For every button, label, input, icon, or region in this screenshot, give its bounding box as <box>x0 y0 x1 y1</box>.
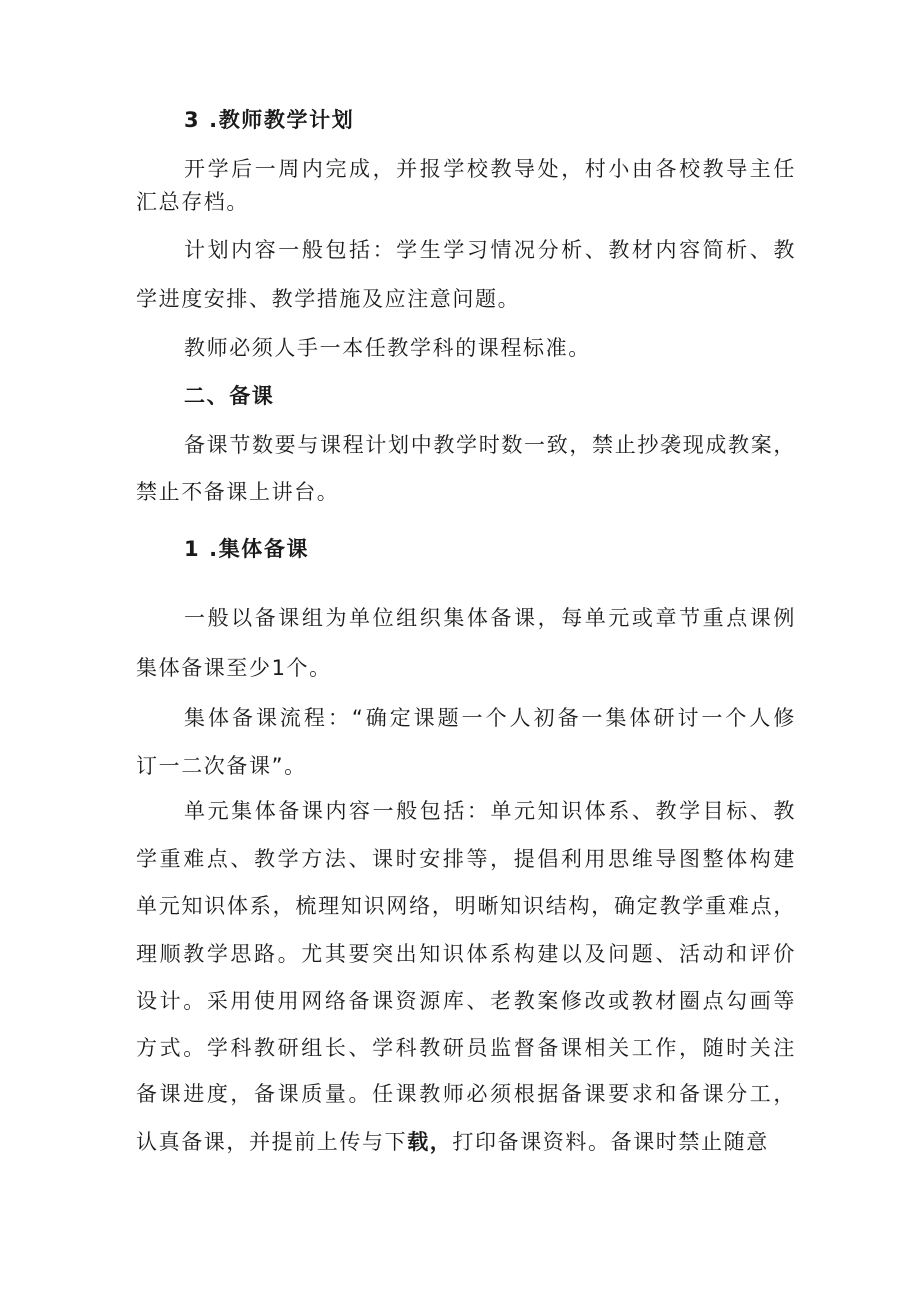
section-heading-2: 二、备课 <box>184 384 275 408</box>
paragraph-line: 订一二次备课”。 <box>136 754 307 778</box>
paragraph-line: 汇总存档。 <box>136 190 249 214</box>
paragraph-line: 学重难点、教学方法、课时安排等，提倡利用思维导图整体构建 <box>136 847 796 871</box>
paragraph-line: 集体备课至少1个。 <box>136 656 332 680</box>
paragraph-line: 备课进度，备课质量。任课教师必须根据备课要求和备课分工， <box>136 1082 796 1106</box>
paragraph-line: 单元集体备课内容一般包括：单元知识体系、教学目标、教 <box>184 799 796 823</box>
paragraph-line: 备课节数要与课程计划中教学时数一致，禁止抄袭现成教案， <box>184 433 796 457</box>
paragraph-line-mixed <box>136 1128 796 1156</box>
paragraph-line: 禁止不备课上讲台。 <box>136 480 340 504</box>
paragraph-line: 开学后一周内完成，并报学校教导处，村小由各校教导主任 <box>184 157 796 181</box>
paragraph-line: 单元知识体系，梳理知识网络，明晰知识结构，确定教学重难点， <box>136 894 796 918</box>
paragraph-line: 集体备课流程：“确定课题一个人初备一集体研讨一个人修 <box>184 706 796 730</box>
paragraph-line: 教师必须人手一本任教学科的课程标准。 <box>184 336 591 360</box>
section-heading-2-1: 1 .集体备课 <box>184 537 310 561</box>
paragraph-line: 计划内容一般包括：学生学习情况分析、教材内容简析、教 <box>184 238 796 262</box>
section-heading-3: 3 .教师教学计划 <box>184 108 355 132</box>
text-run: 打印备课资料。备课时禁止随意 <box>452 1130 769 1154</box>
paragraph-line: 理顺教学思路。尤其要突出知识体系构建以及问题、活动和评价 <box>136 942 796 966</box>
paragraph-line: 一般以备课组为单位组织集体备课，每单元或章节重点课例 <box>184 606 796 630</box>
paragraph-line: 学进度安排、教学措施及应注意问题。 <box>136 287 521 311</box>
text-run: 认真备课，并提前上传与下 <box>136 1130 408 1154</box>
bold-text-run: 载， <box>407 1130 453 1154</box>
paragraph-line: 设计。采用使用网络备课资源库、老教案修改或教材圈点勾画等 <box>136 989 796 1013</box>
paragraph-line: 方式。学科教研组长、学科教研员监督备课相关工作，随时关注 <box>136 1036 796 1060</box>
